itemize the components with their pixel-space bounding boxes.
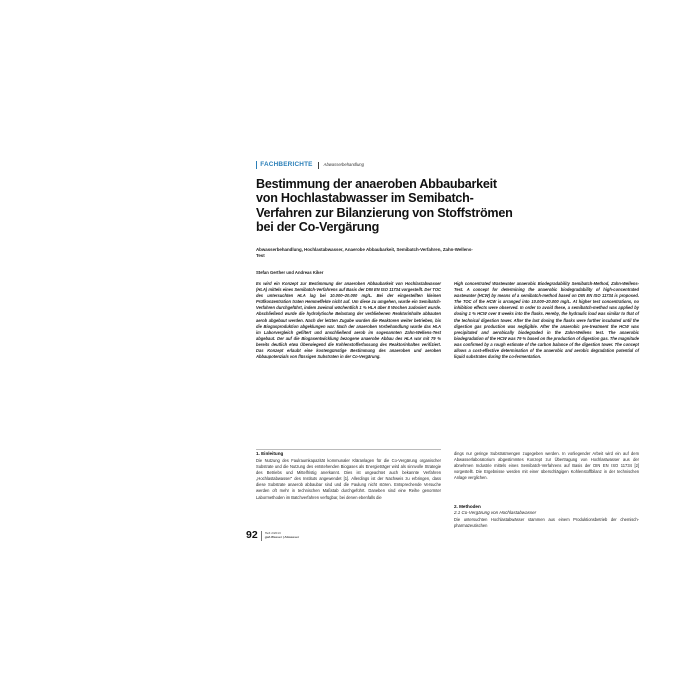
footer-separator: [261, 531, 262, 541]
article-title: Bestimmung der anaeroben Abbaubarkeit von Hochlastabwasser im Semibatch-Verfahren zur Bilanzierung von Stoffströmen bei der Co-Vergärung: [256, 177, 513, 235]
page-footer: [246, 530, 299, 541]
section-2-1-heading: 2.1 Co-Vergärung von Hochlastabwasser: [454, 510, 537, 515]
header-category: FACHBERICHTE: [260, 161, 313, 168]
header-separator: [318, 162, 319, 169]
section-divider: [256, 449, 441, 450]
section-1-heading: 1. Einleitung: [256, 451, 284, 456]
footer-issue: Heft 2/2013: [264, 531, 281, 535]
section-1-text-column-1: Die Nutzung des Faulraumkapazität kommunaler Kläranlagen für die Co-Vergärung organischer Substrate und die Nutzung des entstehenden Biogases als Energieträger wird als sinnvolle Strategie des Betriebs und Mittelfristig anerkannt. Dies ist ungeachtet auch bekannte Verfahren „Hochlastabwasser“ des Instituts angewendet [1]. Allerdings ist der Nachweis zu erbringen, dass diese Substrate anaerob abbaubar sind und die Faulung nicht stören. Entsprechende Versuche werden oft mehr in technischen Maßstab durchgeführt. Daneben sind eine Reihe genormter Labormethoden im Batchverfahren verfügbar, bei denen ebenfalls die: [256, 458, 441, 500]
article-authors: Stefan Gerther und Andreas Kiker: [256, 270, 324, 275]
footer-journal: gwf-Wasser | Abwasser: [264, 535, 300, 540]
section-1-text-column-2: dings nur geringe Substratmengen zugegeben werden. In vorliegender Arbeit wird ein auf dem Abwasserlaboratorium abgestimmtes Konzept zur Übertragung von Hochlastwasser aus der abnehmen Industrie mittels eines Semibatch-Verfahrens auf Basis der DIN EN ISO 11734 [2] vorgestellt. Die Ergebnisse werden mit einer überschlägigen Kohlenstoffbilanz in der technischen Anlage verglichen.: [454, 451, 639, 481]
section-2-heading: 2. Methoden: [454, 504, 481, 509]
header-subcategory: Abwasserbehandlung: [323, 162, 364, 167]
section-2-1-text: Die untersuchten Hochlastabwässer stammen aus einem Produktionsbetrieb der chemisch-pharmazeutischen: [454, 517, 639, 529]
page-number: 92: [246, 529, 258, 541]
article-keywords: Abwasserbehandlung, Hochlastabwasser, Anaerobe Abbaubarkeit, Semibatch-Verfahren, Zahn-Wellens-Test: [256, 247, 473, 259]
abstract-english: High concentrated Wastewater anaerobic Biodegradability Semibatch-Method, Zahn-Wellens-Test. A concept for determining the anaerobic biodegradability of high-concentrated wastewater (HCW) by means of a semibatch-method based on DIN EN ISO 11734 is proposed. The TOC of the HCW is arranged into 10.000–20.000 mg/L. At higher test concentrations, no inhibition effects were observed. In order to avoid these, a semibatch-method was applied by dosing 1 % HCW over 8 weeks into the flasks. Hereby, the hydraulic load was similar to that of the technical digestion tower. After the last dosing the flasks were further incubated until the digestion gas production was negligible. After the anaerobic pre-treatment the HCW was precipitated and aerobically biodegraded in the Zahn-Wellens test. The anaerobic biodegradation of the HCW was 79 % based on the production of digestion gas. The magnitude was confirmed by a rough estimate of the carbon balance of the digestion tower. The concept allows a cost-effective determination of the anaerobic and aerobic degradation potential of liquid substrates during the co-fermentation.: [454, 281, 639, 360]
header-accent-bar: [256, 161, 257, 169]
section-header: [256, 161, 364, 169]
footer-info: [265, 531, 299, 540]
abstract-german: Es wird ein Konzept zur Bestimmung der anaeroben Abbaubarkeit von Hochlastabwasser (HLA) mittels eines Semibatch-Verfahrens auf Basis der DIN EN ISO 11734 vorgestellt. Der TOC des untersuchten HLA lag bei 10.000–20.000 mg/L. Bei der eingestellten kleinen Prüfkonzentration traten Hemmeffekte nicht auf. Um diese zu umgehen, wurde ein Semibatch-Verfahren durchgeführt, indem zweimal wöchentlich 1 % HLA über 8 Wochen zudosiert wurde. Abschließend wurde die hydrolytische Belastung der verbliebenen Reaktorinhalte abbauten aerob abgebaut werden. Nach der letzten Zugabe wurden die Reaktoren weiter betrieben, bis die Biogasproduktion abgeklungen war. Nach der anaeroben Vorbehandlung wurde das HLA im Laborvergleich gefiltert und anschließend aerob im sogenannten Zahn-Wellens-Test abgebaut. Der auf die Biogasentwicklung bezogene anaerobe Abbau des HLA war mit 79 % bereits deutlich etwa Überwiegend die Kohlenstofferfassung des Reaktorinhaltes verifiziert. Das Konzept erlaubt eine kostengünstige Bestimmung des anaeroben und aeroben Abbaupotenzials von flüssigen Substraten in der Co-Vergärung.: [256, 281, 441, 360]
